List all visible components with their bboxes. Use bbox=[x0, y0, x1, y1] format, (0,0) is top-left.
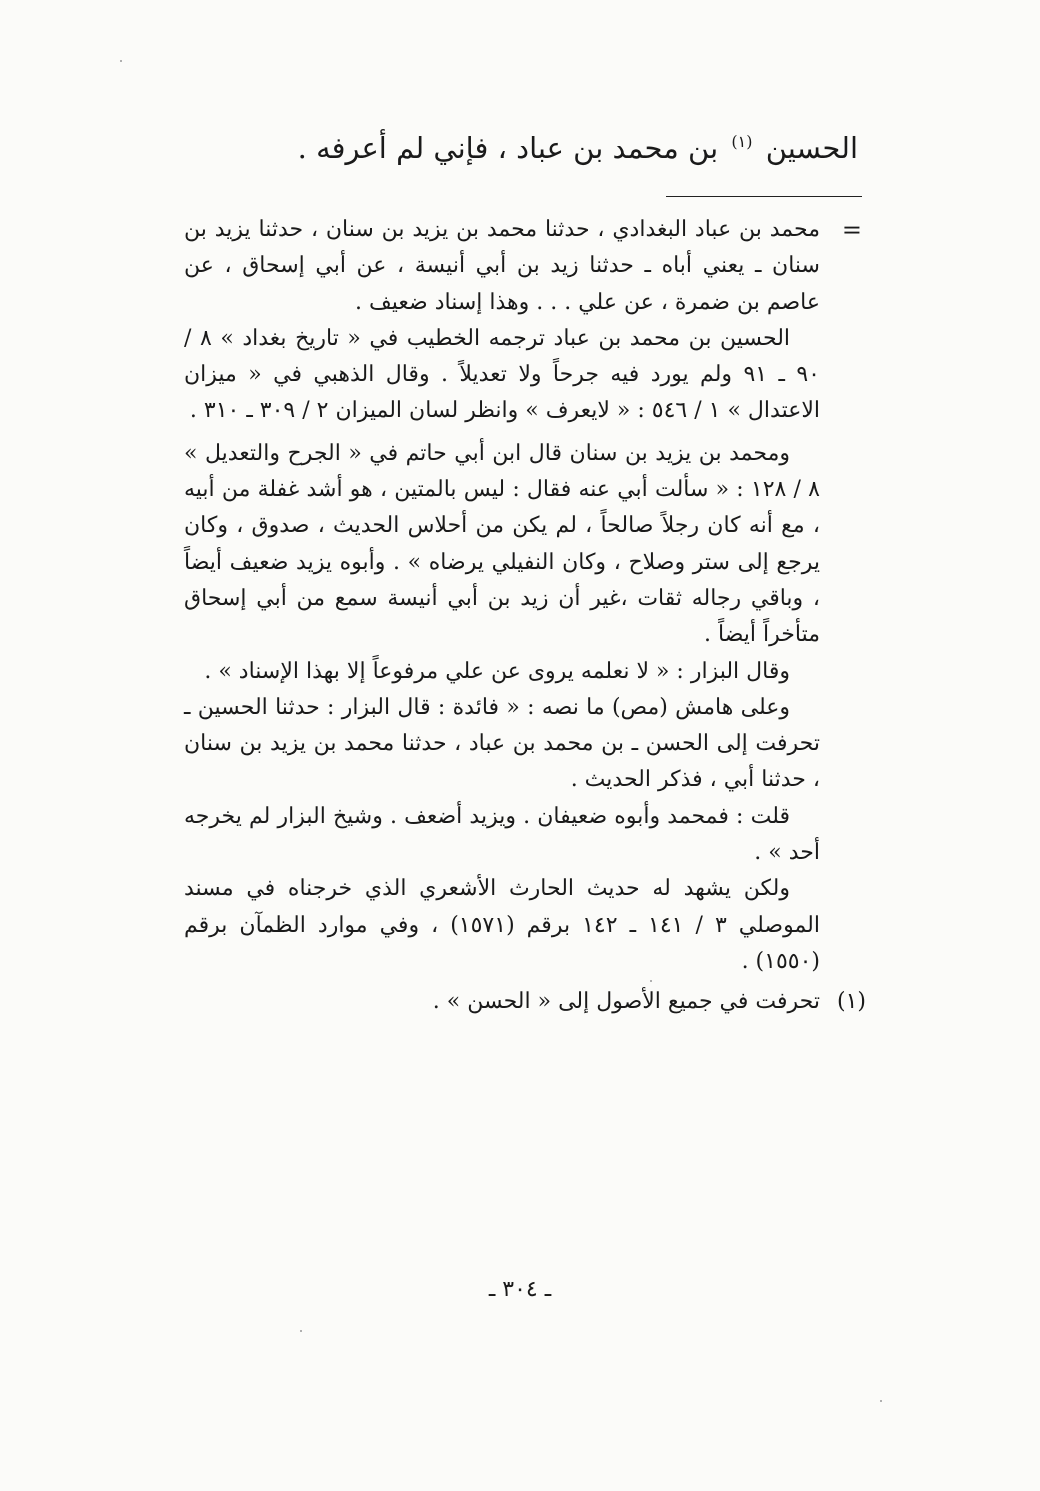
footnote-paragraph bbox=[184, 654, 820, 690]
footnote-paragraph bbox=[184, 799, 820, 872]
footnote-marker: (١) bbox=[731, 132, 753, 152]
main-text-end: بن محمد بن عباد ، فإني لم أعرفه . bbox=[297, 131, 719, 165]
footnote-paragraph bbox=[184, 871, 820, 980]
footnote-separator bbox=[666, 196, 862, 197]
footnote-1-text: تحرفت في جميع الأصول إلى « الحسن » . bbox=[432, 989, 820, 1015]
footnote-paragraph-text: الحسين بن محمد بن عباد ترجمه الخطيب في « تاريخ بغداد » ٨ / ٩٠ ـ ٩١ ولم يورد فيه جرحاً ولا تعديلاً . وقال الذهبي في « ميزان الاعتدال » ١ / ٥٤٦ : « لايعرف » وانظر لسان الميزان ٢ / ٣٠٩ ـ ٣١٠ . bbox=[184, 325, 820, 424]
main-text-start: الحسين bbox=[765, 131, 858, 165]
footnote-paragraph-text: محمد بن عباد البغدادي ، حدثنا محمد بن يزيد بن سنان ، حدثنا يزيد بن سنان ـ يعني أباه ـ حدثنا زيد بن أبي أنيسة ، عن أبي إسحاق ، عن عاصم بن ضمرة ، عن علي . . . وهذا إسناد ضعيف . bbox=[184, 217, 820, 315]
footnote-paragraph bbox=[184, 690, 820, 799]
footnote-paragraph bbox=[184, 436, 820, 654]
page-number: ـ ٣٠٤ ـ bbox=[488, 1277, 552, 1302]
footnote-paragraph-text: وقال البزار : « لا نعلمه يروى عن علي مرفوعاً إلا بهذا الإسناد » . bbox=[204, 658, 790, 684]
footnote-paragraph-text: ومحمد بن يزيد بن سنان قال ابن أبي حاتم في « الجرح والتعديل » ٨ / ١٢٨ : « سألت أبي عنه فقال : ليس بالمتين ، هو أشد غفلة من أبيه ، مع أنه كان رجلاً صالحاً ، لم يكن من أحلاس الحديث ، صدوق ، وكان يرجع إلى ستر وصلاح ، وكان النفيلي يرضاه » . وأبوه يزيد ضعيف أيضاً ، وباقي رجاله ثقات ،غير أن زيد بن أبي أنيسة سمع من أبي إسحاق متأخراً أيضاً . bbox=[184, 440, 820, 648]
footnote-1 bbox=[184, 984, 866, 1020]
main-text-line bbox=[158, 128, 858, 168]
footnote-paragraph bbox=[184, 212, 862, 321]
paper-speck bbox=[650, 980, 652, 982]
footnote-paragraph-text: قلت : فمحمد وأبوه ضعيفان . ويزيد أضعف . وشيخ البزار لم يخرجه أحد » . bbox=[184, 803, 820, 866]
footnotes-section bbox=[0, 212, 1040, 1021]
continuation-mark: = bbox=[841, 216, 862, 244]
paper-speck bbox=[120, 60, 122, 62]
footnote-1-number: (١) bbox=[836, 989, 866, 1015]
footnote-paragraph-text: وعلى هامش (مص) ما نصه : « فائدة : قال البزار : حدثنا الحسين ـ تحرفت إلى الحسن ـ بن محمد بن عباد ، حدثنا محمد بن يزيد بن سنان ، حدثنا أبي ، فذكر الحديث . bbox=[184, 694, 820, 793]
paper-speck bbox=[880, 1400, 882, 1402]
footnote-paragraph-text: ولكن يشهد له حديث الحارث الأشعري الذي خرجناه في مسند الموصلي ٣ / ١٤١ ـ ١٤٢ برقم (١٥٧١) ، وفي موارد الظمآن برقم (١٥٥٠) . bbox=[184, 876, 820, 974]
paper-speck bbox=[300, 1330, 302, 1332]
footnote-paragraph bbox=[184, 321, 820, 430]
